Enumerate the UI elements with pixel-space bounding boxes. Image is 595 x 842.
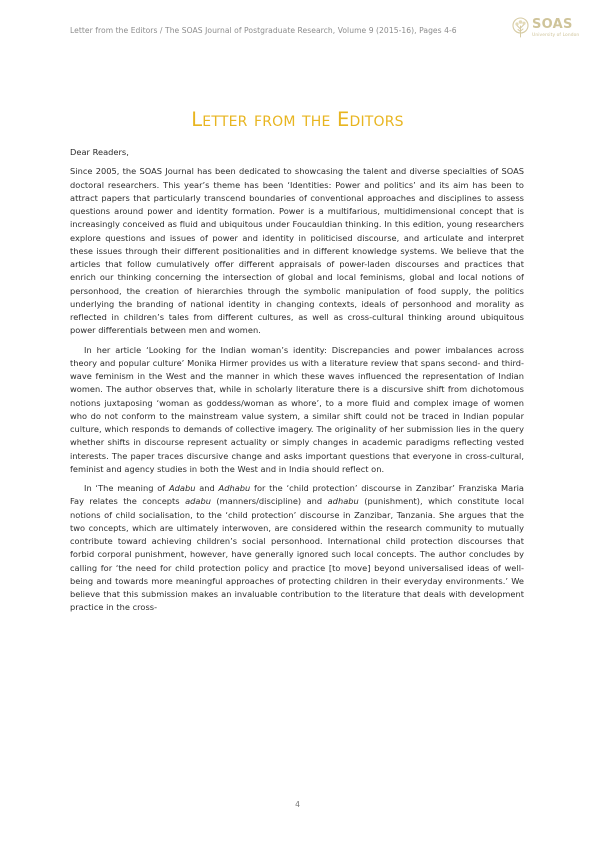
- logo-wordmark: SOAS: [532, 17, 573, 32]
- salutation: Dear Readers,: [70, 147, 129, 157]
- term-adabu-lowercase: adabu: [185, 496, 211, 507]
- paragraph-3-text: (manners/discipline) and: [211, 496, 328, 507]
- paragraph-3-text: (punishment), which constitute local notions of child socialisation, to the ‘child protection’ discourse in Zanzibar, Tanzania. She argues that the two concepts, which are ultimately interwoven, are considered within the research community to mutually contribute toward achieving children’s social personhood. International child protection discourses that forbid corporal punishment, however, have generally ignored such local concepts. The author concludes by calling for ‘the need for child protection policy and practice [to move] beyond universalised ideas of well-being and towards more meaningful approaches of protecting children in their everyday environments.’ We believe that this submission makes an invaluable contribution to the literature that deals with development practice in the cross-: [70, 496, 525, 613]
- running-header: Letter from the Editors / The SOAS Journal of Postgraduate Research, Volume 9 (2015-16), Pages 4-6: [70, 26, 457, 35]
- paragraph-3: [70, 482, 524, 615]
- paragraph-2: In her article ‘Looking for the Indian woman’s identity: Discrepancies and power imbalances across theory and popular culture’ Monika Hirmer provides us with a literature review that spans second- and third-wave feminism in the West and the manner in which these waves influenced the representation of Indian women. The author observes that, while in scholarly literature there is a discursive shift from dichotomous notions juxtaposing ‘woman as goddess/woman as whore’, to a more fluid and complex image of women who do not conform to the mainstream value system, a similar shift could not be traced in Indian popular culture, which responds to demands of collective imagery. The originality of her submission lies in the query whether shifts in discourse represent actuality or simply changes in academic paradigms reflecting vested interests. The paper traces discursive change and asks important questions that everyone in cross-cultural, feminist and agency studies in both the West and in India should reflect on.: [70, 344, 524, 474]
- page-title: Letter from the Editors: [191, 108, 404, 132]
- letter-body: [70, 146, 524, 615]
- paragraph-3-text: for the ‘child protection’ discourse in Zanzibar’ Franziska Maria Fay relates the concepts: [70, 483, 524, 507]
- paragraph-3-text: and: [195, 483, 219, 493]
- term-adhabu-lowercase: adhabu: [327, 496, 359, 507]
- term-adabu: Adabu: [168, 483, 196, 493]
- soas-logo: [511, 16, 580, 46]
- tree-icon: [511, 17, 530, 39]
- logo-subtitle: University of London: [532, 33, 580, 38]
- paragraph-3-text: In ‘The meaning of: [84, 483, 169, 493]
- paragraph-1: Since 2005, the SOAS Journal has been dedicated to showcasing the talent and diverse specialties of SOAS doctoral researchers. This year’s theme has been ‘Identities: Power and politics’ and its aim has been to attract papers that particularly transcend boundaries of conventional approaches and disciplines to assess questions around power and identity formation. Power is a multifarious, multidimensional concept that is increasingly conceived as fluid and ubiquitous under Foucauldian thinking. In this edition, young researchers explore questions and issues of power and identity in politicised discourse, and articulate and interpret these issues through their different positionalities and in different knowledge systems. We believe that the articles that follow cumulatively offer different appraisals of power-laden discourses and practices that enrich our thinking concerning the intersection of global and local feminisms, global and local notions of personhood, the creation of hierarchies through the symbolic manipulation of food supply, the politics underlying the branding of national identity in changing contexts, ideals of personhood and morality as reflected in children’s tales from different cultures, as well as cross-cultural thinking around ubiquitous power differentials between men and women.: [70, 166, 524, 336]
- page-number: 4: [295, 800, 300, 809]
- term-adhabu: Adhabu: [218, 483, 251, 493]
